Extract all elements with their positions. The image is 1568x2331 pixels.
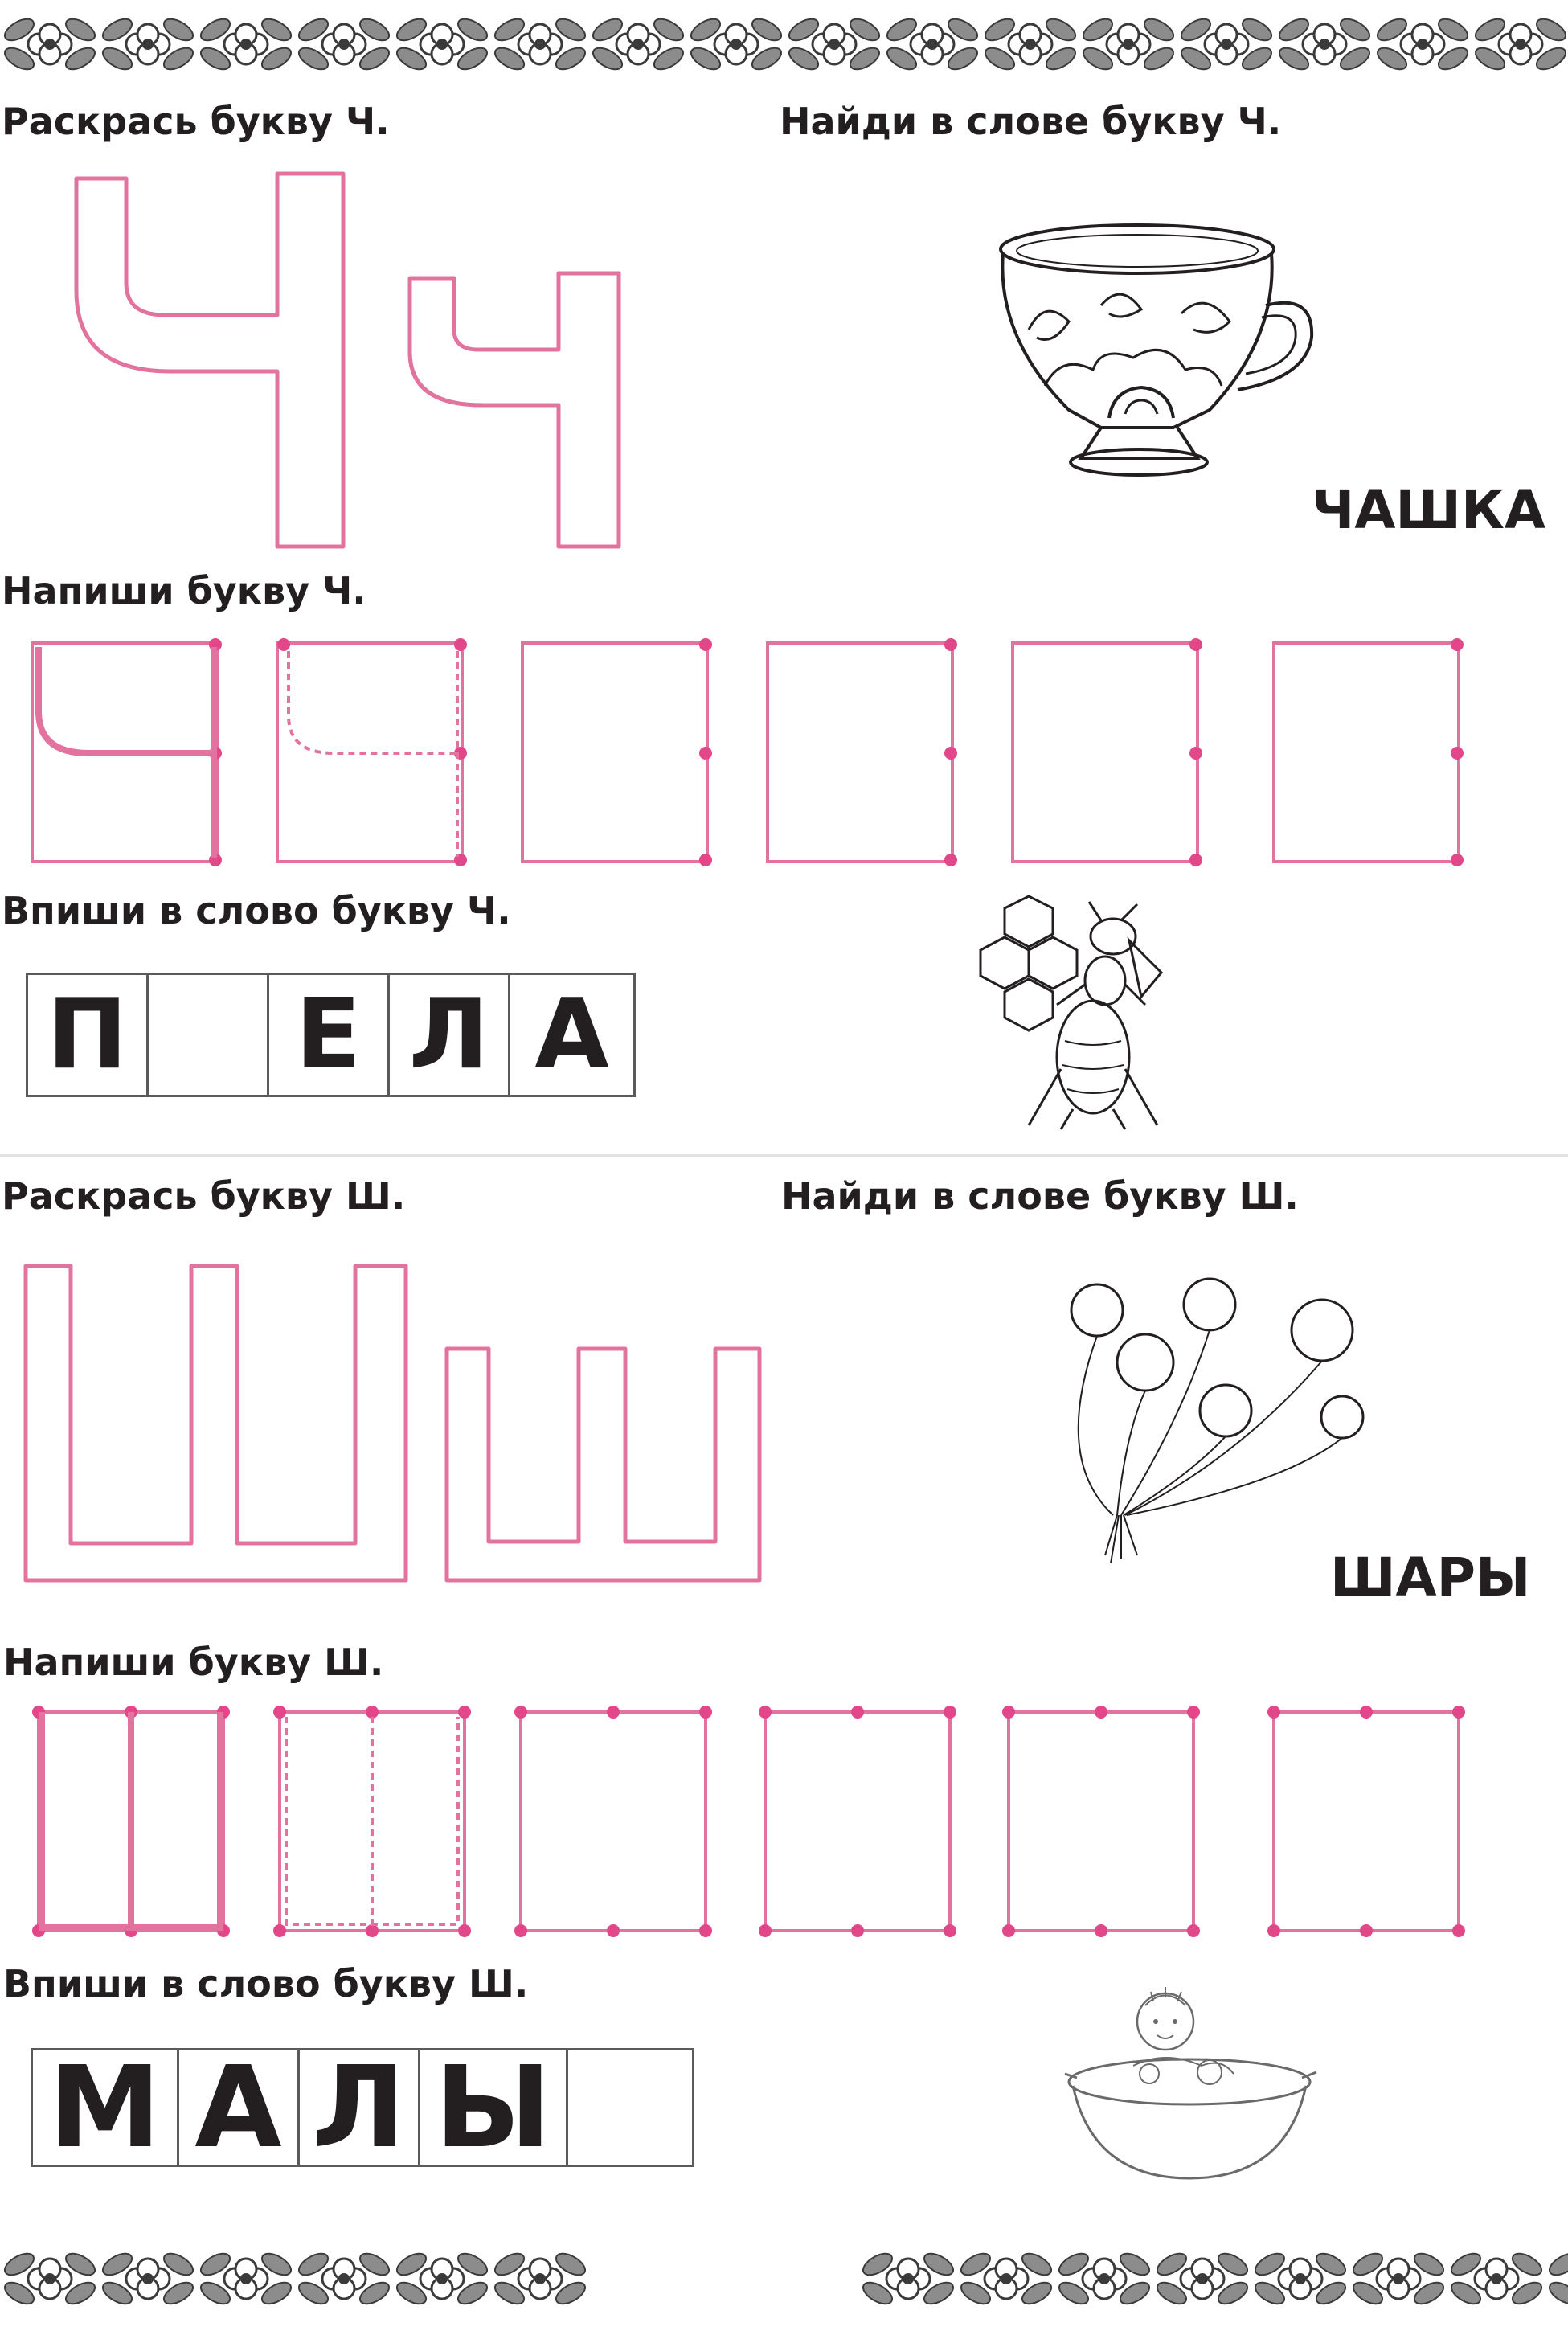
find-letter-heading-ch: Найди в слове букву Ч. <box>780 100 1282 143</box>
color-letter-heading-ch: Раскрась букву Ч. <box>2 100 390 143</box>
write-letter-heading-sh: Напиши букву Ш. <box>3 1641 384 1684</box>
baby-in-tub-icon <box>1061 1977 1326 2202</box>
find-letter-heading-sh: Найди в слове букву Ш. <box>781 1174 1299 1218</box>
insert-letter-heading-sh: Впиши в слово букву Ш. <box>3 1962 529 2005</box>
writing-box[interactable] <box>1267 1706 1465 1937</box>
word-cell: П <box>26 973 149 1097</box>
picture-word-cup: ЧАШКА <box>1312 479 1545 541</box>
word-cell: Л <box>297 2048 420 2167</box>
insert-letter-heading-ch: Впиши в слово букву Ч. <box>2 889 511 932</box>
word-cell: А <box>177 2048 300 2167</box>
writing-box[interactable] <box>759 1706 956 1937</box>
word-cell: Л <box>387 973 510 1097</box>
word-cells-sh <box>31 2042 694 2173</box>
word-cell: А <box>508 973 636 1097</box>
word-cell: Е <box>267 973 390 1097</box>
color-letter-heading-sh: Раскрась букву Ш. <box>2 1174 406 1218</box>
writing-box[interactable] <box>32 1706 230 1937</box>
write-letter-heading-ch: Напиши букву Ч. <box>2 569 366 612</box>
writing-box[interactable] <box>1002 1706 1200 1937</box>
writing-box[interactable] <box>273 1706 471 1937</box>
word-cell-blank[interactable] <box>566 2048 694 2167</box>
writing-box[interactable] <box>514 1706 712 1937</box>
picture-word-balloons: ШАРЫ <box>1330 1546 1531 1608</box>
word-cell: М <box>31 2048 179 2167</box>
word-cell: Ы <box>418 2048 568 2167</box>
